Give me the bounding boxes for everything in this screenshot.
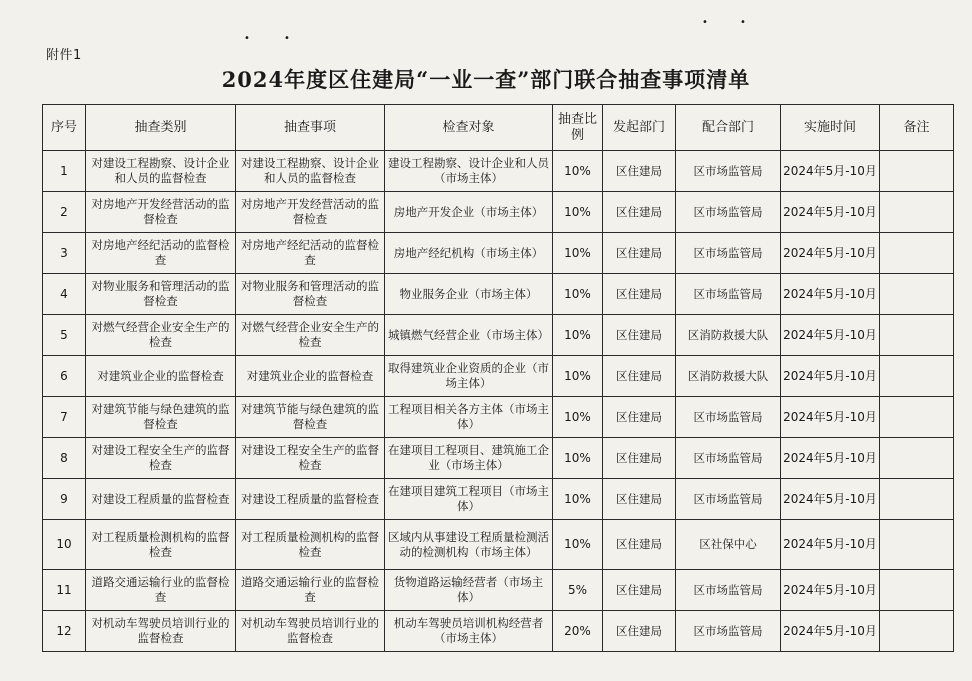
check-category-cell: 对建设工程勘察、设计企业和人员的监督检查 [86, 151, 236, 192]
sample-ratio-cell: 10% [553, 479, 603, 520]
check-category-cell: 对房地产开发经营活动的监督检查 [86, 192, 236, 233]
partner-dept-cell: 区市场监管局 [676, 233, 781, 274]
remarks-cell [880, 611, 954, 652]
row-number-cell: 6 [43, 356, 86, 397]
check-item-cell: 道路交通运输行业的监督检查 [236, 570, 385, 611]
check-target-cell: 在建项目建筑工程项目（市场主体） [385, 479, 553, 520]
partner-dept-cell: 区市场监管局 [676, 611, 781, 652]
header-cell: 实施时间 [781, 105, 880, 151]
row-number-cell: 1 [43, 151, 86, 192]
row-number-cell: 11 [43, 570, 86, 611]
initiating-dept-cell: 区住建局 [603, 151, 676, 192]
check-category-cell: 对建筑业企业的监督检查 [86, 356, 236, 397]
partner-dept-cell: 区消防救援大队 [676, 315, 781, 356]
sample-ratio-cell: 10% [553, 397, 603, 438]
check-item-cell: 对建设工程安全生产的监督检查 [236, 438, 385, 479]
header-cell: 发起部门 [603, 105, 676, 151]
table-row [43, 274, 954, 315]
header-cell: 配合部门 [676, 105, 781, 151]
sample-ratio-cell: 5% [553, 570, 603, 611]
check-item-cell: 对建筑业企业的监督检查 [236, 356, 385, 397]
check-item-cell: 对建设工程质量的监督检查 [236, 479, 385, 520]
partner-dept-cell: 区市场监管局 [676, 397, 781, 438]
initiating-dept-cell: 区住建局 [603, 570, 676, 611]
check-target-cell: 城镇燃气经营企业（市场主体） [385, 315, 553, 356]
table-row [43, 479, 954, 520]
row-number-cell: 4 [43, 274, 86, 315]
sample-ratio-cell: 10% [553, 233, 603, 274]
implementation-period-cell: 2024年5月-10月 [781, 520, 880, 570]
partner-dept-cell: 区市场监管局 [676, 479, 781, 520]
initiating-dept-cell: 区住建局 [603, 233, 676, 274]
check-item-cell: 对建筑节能与绿色建筑的监督检查 [236, 397, 385, 438]
table-row [43, 570, 954, 611]
sample-ratio-cell: 10% [553, 274, 603, 315]
initiating-dept-cell: 区住建局 [603, 611, 676, 652]
check-target-cell: 房地产经纪机构（市场主体） [385, 233, 553, 274]
check-target-cell: 在建项目工程项目、建筑施工企业（市场主体） [385, 438, 553, 479]
partner-dept-cell: 区市场监管局 [676, 570, 781, 611]
check-item-cell: 对工程质量检测机构的监督检查 [236, 520, 385, 570]
check-target-cell: 区域内从事建设工程质量检测活动的检测机构（市场主体） [385, 520, 553, 570]
check-item-cell: 对房地产开发经营活动的监督检查 [236, 192, 385, 233]
remarks-cell [880, 397, 954, 438]
header-cell: 抽查事项 [236, 105, 385, 151]
table-row [43, 233, 954, 274]
inspection-table [42, 104, 954, 652]
implementation-period-cell: 2024年5月-10月 [781, 570, 880, 611]
row-number-cell: 3 [43, 233, 86, 274]
check-category-cell: 对燃气经营企业安全生产的检查 [86, 315, 236, 356]
implementation-period-cell: 2024年5月-10月 [781, 233, 880, 274]
implementation-period-cell: 2024年5月-10月 [781, 192, 880, 233]
check-category-cell: 对建设工程质量的监督检查 [86, 479, 236, 520]
remarks-cell [880, 356, 954, 397]
initiating-dept-cell: 区住建局 [603, 479, 676, 520]
check-target-cell: 房地产开发企业（市场主体） [385, 192, 553, 233]
implementation-period-cell: 2024年5月-10月 [781, 274, 880, 315]
partner-dept-cell: 区市场监管局 [676, 438, 781, 479]
remarks-cell [880, 192, 954, 233]
row-number-cell: 8 [43, 438, 86, 479]
remarks-cell [880, 520, 954, 570]
implementation-period-cell: 2024年5月-10月 [781, 611, 880, 652]
table-row [43, 611, 954, 652]
partner-dept-cell: 区社保中心 [676, 520, 781, 570]
check-category-cell: 道路交通运输行业的监督检查 [86, 570, 236, 611]
implementation-period-cell: 2024年5月-10月 [781, 151, 880, 192]
partner-dept-cell: 区市场监管局 [676, 274, 781, 315]
check-item-cell: 对建设工程勘察、设计企业和人员的监督检查 [236, 151, 385, 192]
header-cell: 抽查比例 [553, 105, 603, 151]
table-row [43, 151, 954, 192]
table-row [43, 315, 954, 356]
table-row [43, 356, 954, 397]
remarks-cell [880, 315, 954, 356]
initiating-dept-cell: 区住建局 [603, 356, 676, 397]
row-number-cell: 7 [43, 397, 86, 438]
row-number-cell: 12 [43, 611, 86, 652]
check-target-cell: 货物道路运输经营者（市场主体） [385, 570, 553, 611]
initiating-dept-cell: 区住建局 [603, 520, 676, 570]
attachment-label: 附件1 [46, 48, 82, 63]
remarks-cell [880, 438, 954, 479]
check-target-cell: 建设工程勘察、设计企业和人员（市场主体） [385, 151, 553, 192]
implementation-period-cell: 2024年5月-10月 [781, 356, 880, 397]
check-item-cell: 对燃气经营企业安全生产的检查 [236, 315, 385, 356]
check-category-cell: 对工程质量检测机构的监督检查 [86, 520, 236, 570]
check-category-cell: 对物业服务和管理活动的监督检查 [86, 274, 236, 315]
header-cell: 序号 [43, 105, 86, 151]
implementation-period-cell: 2024年5月-10月 [781, 315, 880, 356]
initiating-dept-cell: 区住建局 [603, 274, 676, 315]
sample-ratio-cell: 10% [553, 192, 603, 233]
check-category-cell: 对建设工程安全生产的监督检查 [86, 438, 236, 479]
header-cell: 备注 [880, 105, 954, 151]
sample-ratio-cell: 10% [553, 151, 603, 192]
check-item-cell: 对房地产经纪活动的监督检查 [236, 233, 385, 274]
sample-ratio-cell: 10% [553, 438, 603, 479]
table-row [43, 397, 954, 438]
sample-ratio-cell: 10% [553, 520, 603, 570]
initiating-dept-cell: 区住建局 [603, 192, 676, 233]
initiating-dept-cell: 区住建局 [603, 438, 676, 479]
sample-ratio-cell: 10% [553, 356, 603, 397]
implementation-period-cell: 2024年5月-10月 [781, 479, 880, 520]
check-target-cell: 机动车驾驶员培训机构经营者（市场主体） [385, 611, 553, 652]
implementation-period-cell: 2024年5月-10月 [781, 438, 880, 479]
initiating-dept-cell: 区住建局 [603, 397, 676, 438]
check-target-cell: 物业服务企业（市场主体） [385, 274, 553, 315]
row-number-cell: 5 [43, 315, 86, 356]
partner-dept-cell: 区消防救援大队 [676, 356, 781, 397]
sample-ratio-cell: 10% [553, 315, 603, 356]
remarks-cell [880, 274, 954, 315]
row-number-cell: 9 [43, 479, 86, 520]
header-cell: 检查对象 [385, 105, 553, 151]
document-title: 2024年度区住建局“一业一查”部门联合抽查事项清单 [221, 67, 751, 92]
sample-ratio-cell: 20% [553, 611, 603, 652]
header-row [43, 105, 954, 151]
remarks-cell [880, 479, 954, 520]
check-category-cell: 对房地产经纪活动的监督检查 [86, 233, 236, 274]
table-row [43, 520, 954, 570]
check-item-cell: 对物业服务和管理活动的监督检查 [236, 274, 385, 315]
table-row [43, 192, 954, 233]
header-cell: 抽查类别 [86, 105, 236, 151]
remarks-cell [880, 233, 954, 274]
check-target-cell: 工程项目相关各方主体（市场主体） [385, 397, 553, 438]
row-number-cell: 2 [43, 192, 86, 233]
partner-dept-cell: 区市场监管局 [676, 151, 781, 192]
check-target-cell: 取得建筑业企业资质的企业（市场主体） [385, 356, 553, 397]
row-number-cell: 10 [43, 520, 86, 570]
check-category-cell: 对机动车驾驶员培训行业的监督检查 [86, 611, 236, 652]
check-category-cell: 对建筑节能与绿色建筑的监督检查 [86, 397, 236, 438]
implementation-period-cell: 2024年5月-10月 [781, 397, 880, 438]
partner-dept-cell: 区市场监管局 [676, 192, 781, 233]
remarks-cell [880, 151, 954, 192]
table-row [43, 438, 954, 479]
check-item-cell: 对机动车驾驶员培训行业的监督检查 [236, 611, 385, 652]
initiating-dept-cell: 区住建局 [603, 315, 676, 356]
remarks-cell [880, 570, 954, 611]
